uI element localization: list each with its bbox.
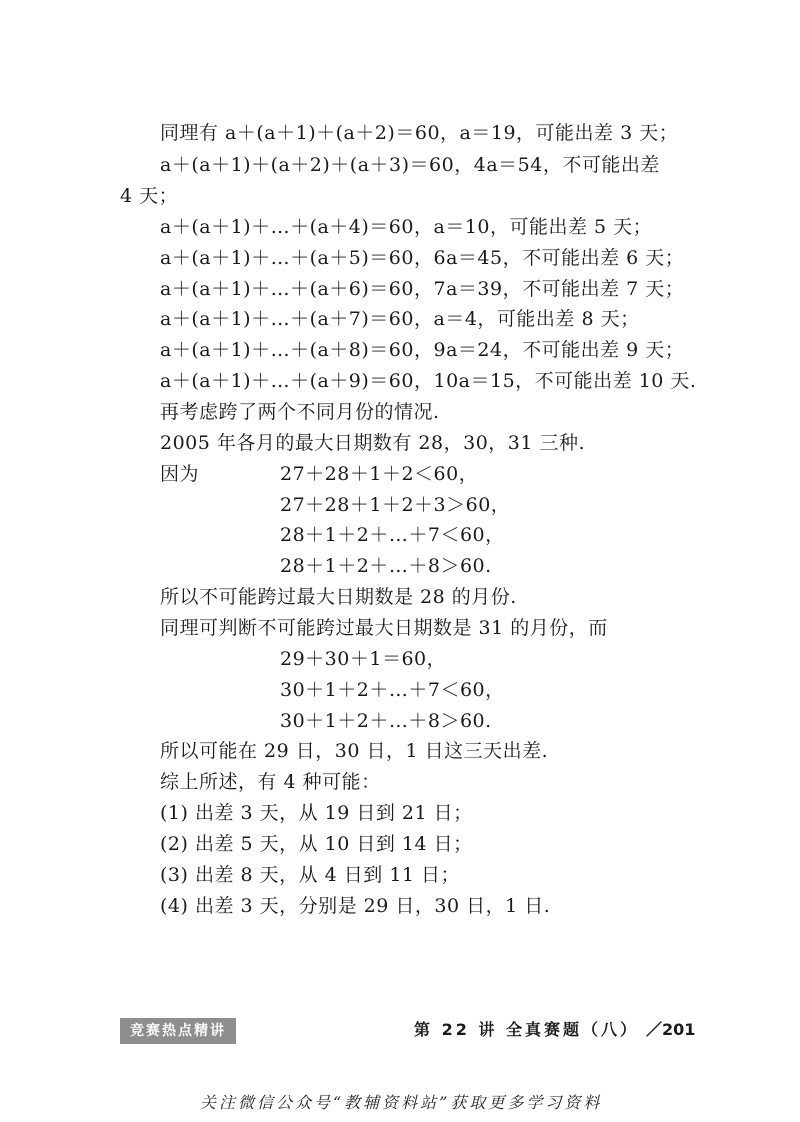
text-line: a＋(a＋1)＋…＋(a＋7)＝60，a＝4，可能出差 8 天；: [160, 308, 640, 330]
text-line: a＋(a＋1)＋…＋(a＋4)＝60，a＝10，可能出差 5 天；: [160, 216, 653, 238]
text-line: 再考虑跨了两个不同月份的情况.: [160, 401, 440, 423]
text-line: 综上所述，有 4 种可能：: [160, 771, 381, 793]
text-line: a＋(a＋1)＋(a＋2)＋(a＋3)＝60，4a＝54，不可能出差: [160, 154, 660, 176]
text-line: (4) 出差 3 天，分别是 29 日，30 日，1 日.: [160, 895, 551, 917]
equation-line: 27＋28＋1＋2＋3＞60，: [280, 494, 511, 516]
text-line: 所以不可能跨过最大日期数是 28 的月份.: [160, 586, 517, 608]
equation-line: 30＋1＋2＋…＋8＞60.: [280, 710, 492, 732]
equation-line: 28＋1＋2＋…＋8＞60.: [280, 555, 492, 577]
text-line: 所以可能在 29 日，30 日，1 日这三天出差.: [160, 740, 549, 762]
watermark-text: 关注微信公众号“教辅资料站”获取更多学习资料: [200, 1093, 603, 1112]
equation-line: 27＋28＋1＋2＜60，: [280, 463, 479, 485]
section-tag: 竞赛热点精讲: [120, 1018, 236, 1044]
text-line: 4 天；: [120, 185, 179, 207]
chapter-title: 第 22 讲 全真赛题（八）: [414, 1020, 639, 1039]
text-line: a＋(a＋1)＋…＋(a＋6)＝60，7a＝39，不可能出差 7 天；: [160, 278, 685, 300]
equation-line: 28＋1＋2＋…＋7＜60，: [280, 524, 505, 546]
text-line: (1) 出差 3 天，从 19 日到 21 日；: [160, 802, 473, 824]
equation-line: 29＋30＋1＝60，: [280, 648, 447, 670]
text-line: 2005 年各月的最大日期数有 28，30，31 三种.: [160, 432, 586, 454]
text-line: 同理可判断不可能跨过最大日期数是 31 的月份，而: [160, 617, 608, 639]
text-line: a＋(a＋1)＋…＋(a＋8)＝60，9a＝24，不可能出差 9 天；: [160, 339, 685, 361]
text-line: (2) 出差 5 天，从 10 日到 14 日；: [160, 833, 473, 855]
text-line: a＋(a＋1)＋…＋(a＋9)＝60，10a＝15，不可能出差 10 天.: [160, 370, 697, 392]
text-line: a＋(a＋1)＋…＋(a＋5)＝60，6a＝45，不可能出差 6 天；: [160, 247, 685, 269]
page-number: ／201: [646, 1020, 696, 1039]
text-line: 因为: [160, 463, 200, 485]
equation-line: 30＋1＋2＋…＋7＜60，: [280, 679, 505, 701]
text-line: 同理有 a＋(a＋1)＋(a＋2)＝60，a＝19，可能出差 3 天；: [160, 122, 679, 144]
text-line: (3) 出差 8 天，从 4 日到 11 日；: [160, 864, 461, 886]
